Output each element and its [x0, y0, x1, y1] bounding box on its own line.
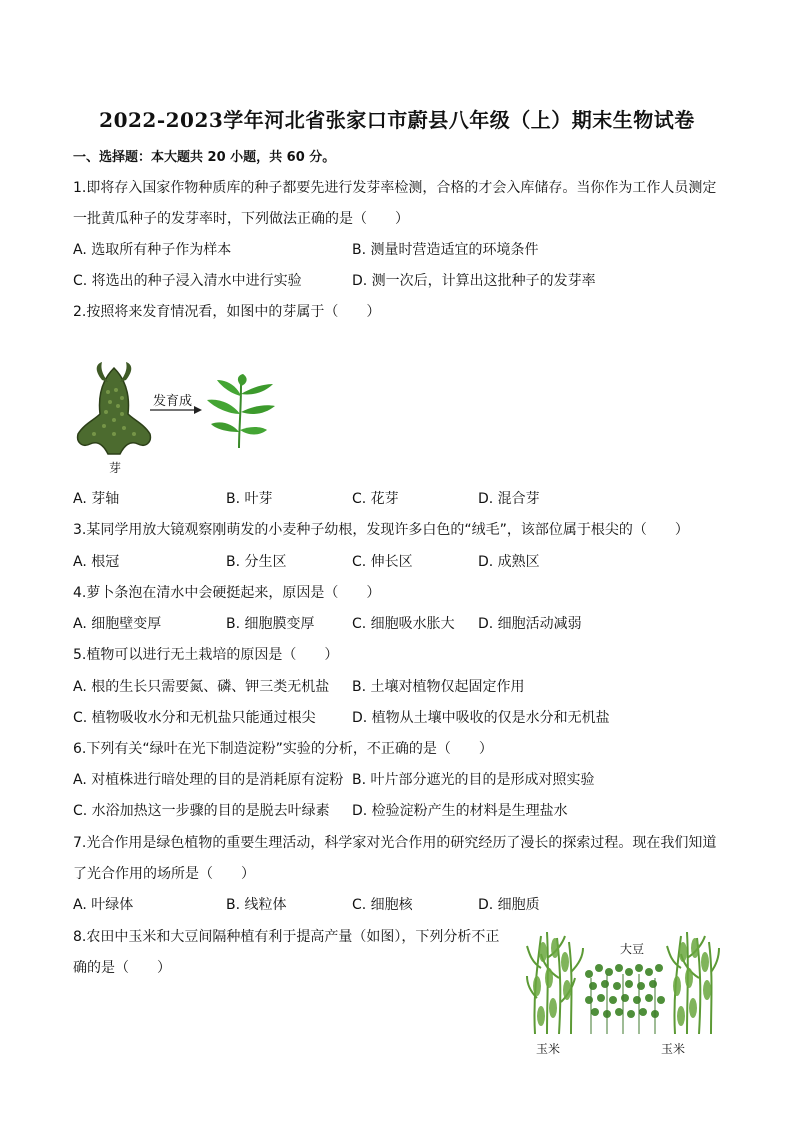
q3-option-b: B. 分生区 [226, 554, 287, 570]
corn-label-left: 玉米 [536, 1042, 561, 1056]
q4-option-c: C. 细胞吸水胀大 [352, 616, 455, 632]
q7-option-c: C. 细胞核 [352, 897, 413, 913]
arrow-icon [150, 405, 202, 415]
bud-label: 芽 [109, 461, 122, 475]
q1-option-a: A. 选取所有种子作为样本 [73, 242, 232, 258]
q4-option-b: B. 细胞膜变厚 [226, 616, 315, 632]
q6-option-c: C. 水浴加热这一步骤的目的是脱去叶绿素 [73, 803, 330, 819]
q4-text: 4.萝卜条泡在清水中会硬挺起来，原因是（ ） [73, 585, 381, 601]
q7-text-line-1: 7.光合作用是绿色植物的重要生理活动，科学家对光合作用的研究经历了漫长的探索过程。现在我们知道 [73, 835, 717, 851]
section-heading: 一、选择题：本大题共 20 小题，共 60 分。 [73, 150, 336, 165]
q4-option-a: A. 细胞壁变厚 [73, 616, 162, 632]
q6-text: 6.下列有关“绿叶在光下制造淀粉”实验的分析，不正确的是（ ） [73, 741, 493, 757]
q5-option-c: C. 植物吸收水分和无机盐只能通过根尖 [73, 710, 316, 726]
q3-option-c: C. 伸长区 [352, 554, 413, 570]
q1-option-c: C. 将选出的种子浸入清水中进行实验 [73, 273, 302, 289]
q7-option-d: D. 细胞质 [478, 897, 540, 913]
q2-option-d: D. 混合芽 [478, 491, 540, 507]
arrow-label: 发育成 [153, 394, 193, 409]
q1-option-d: D. 测一次后，计算出这批种子的发芽率 [352, 273, 596, 289]
q3-option-d: D. 成熟区 [478, 554, 540, 570]
q6-option-b: B. 叶片部分遮光的目的是形成对照实验 [352, 772, 595, 788]
q8-text-line-2: 确的是（ ） [73, 960, 171, 976]
soybean-label: 大豆 [620, 942, 645, 956]
bud-illustration [74, 362, 154, 458]
q8-text-line-1: 8.农田中玉米和大豆间隔种植有利于提高产量（如图），下列分析不正 [73, 929, 500, 945]
q7-text-line-2: 了光合作用的场所是（ ） [73, 866, 255, 882]
exam-title: 2022-2023学年河北省张家口市蔚县八年级（上）期末生物试卷 [99, 108, 695, 132]
q3-text: 3.某同学用放大镜观察刚萌发的小麦种子幼根，发现许多白色的“绒毛”，该部位属于根尖的（ ） [73, 522, 689, 538]
shoot-illustration [203, 374, 277, 450]
q3-option-a: A. 根冠 [73, 554, 120, 570]
corn-label-right: 玉米 [661, 1042, 686, 1056]
q1-text-line-1: 1.即将存入国家作物种质库的种子都要先进行发芽率检测，合格的才会入库储存。当你作为工作人员测定 [73, 180, 717, 196]
q5-text: 5.植物可以进行无土栽培的原因是（ ） [73, 647, 339, 663]
q6-option-d: D. 检验淀粉产生的材料是生理盐水 [352, 803, 568, 819]
q7-option-b: B. 线粒体 [226, 897, 287, 913]
q5-option-a: A. 根的生长只需要氮、磷、钾三类无机盐 [73, 679, 330, 695]
q4-option-d: D. 细胞活动减弱 [478, 616, 582, 632]
q6-option-a: A. 对植株进行暗处理的目的是消耗原有淀粉 [73, 772, 344, 788]
q1-text-line-2: 一批黄瓜种子的发芽率时，下列做法正确的是（ ） [73, 211, 409, 227]
q5-option-b: B. 土壤对植物仅起固定作用 [352, 679, 525, 695]
q2-option-a: A. 芽轴 [73, 491, 120, 507]
q5-option-d: D. 植物从土壤中吸收的仅是水分和无机盐 [352, 710, 610, 726]
q1-option-b: B. 测量时营造适宜的环境条件 [352, 242, 539, 258]
q2-option-b: B. 叶芽 [226, 491, 273, 507]
q2-text: 2.按照将来发育情况看，如图中的芽属于（ ） [73, 304, 381, 320]
q7-option-a: A. 叶绿体 [73, 897, 134, 913]
q2-option-c: C. 花芽 [352, 491, 399, 507]
